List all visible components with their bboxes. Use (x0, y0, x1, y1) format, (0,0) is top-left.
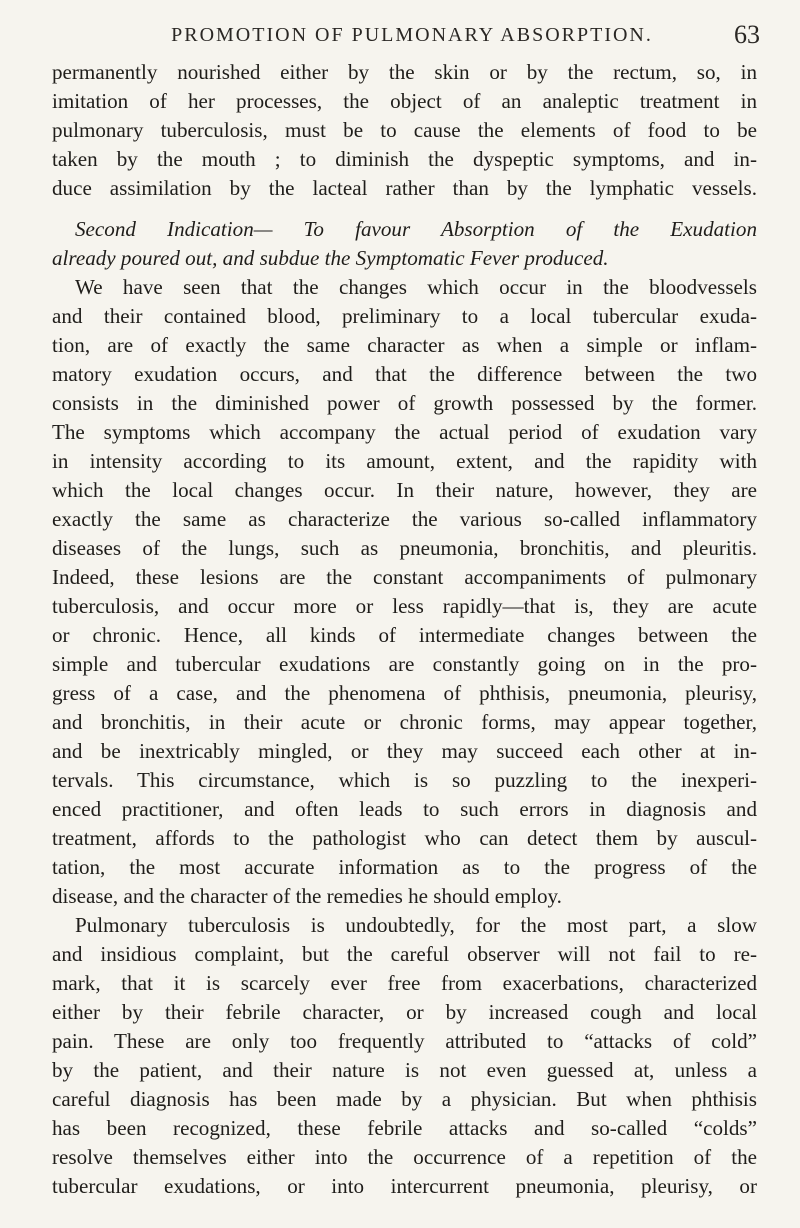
text-line: either by their febrile character, or by increased cough and local (52, 1000, 757, 1024)
text-line: tervals. This circumstance, which is so puzzling to the inexperi- (52, 768, 757, 792)
text-line: by the patient, and their nature is not even guessed at, unless a (52, 1058, 757, 1082)
text-line: The symptoms which accompany the actual period of exudation vary (52, 420, 757, 444)
text-line: disease, and the character of the remedies he should employ. (52, 884, 562, 908)
heading-line: Second Indication— To favour Absorption of the Exudation (75, 217, 757, 241)
text-line: or chronic. Hence, all kinds of intermediate changes between the (52, 623, 757, 647)
text-line: and bronchitis, in their acute or chronic forms, may appear together, (52, 710, 757, 734)
text-line: careful diagnosis has been made by a physician. But when phthisis (52, 1087, 757, 1111)
text-line: tuberculosis, and occur more or less rapidly—that is, they are acute (52, 594, 757, 618)
text-line: imitation of her processes, the object of an analeptic treatment in (52, 89, 757, 113)
text-line: taken by the mouth ; to diminish the dyspeptic symptoms, and in- (52, 147, 757, 171)
paragraph-2 (52, 273, 757, 1201)
text-line: simple and tubercular exudations are constantly going on in the pro- (52, 652, 757, 676)
text-line: pulmonary tuberculosis, must be to cause the elements of food to be (52, 118, 757, 142)
text-line: diseases of the lungs, such as pneumonia, bronchitis, and pleuritis. (52, 536, 757, 560)
section-heading (52, 215, 757, 273)
text-line: consists in the diminished power of growth possessed by the former. (52, 391, 757, 415)
text-line: and insidious complaint, but the careful observer will not fail to re- (52, 942, 757, 966)
text-line: tubercular exudations, or into intercurrent pneumonia, pleurisy, or (52, 1174, 757, 1198)
text-line: gress of a case, and the phenomena of phthisis, pneumonia, pleurisy, (52, 681, 757, 705)
text-line: exactly the same as characterize the various so-called inflammatory (52, 507, 757, 531)
paragraph-gap (52, 203, 757, 215)
text-line: tion, are of exactly the same character as when a simple or inflam- (52, 333, 757, 357)
text-line: duce assimilation by the lacteal rather than by the lymphatic vessels. (52, 176, 757, 200)
text-line: which the local changes occur. In their nature, however, they are (52, 478, 757, 502)
heading-line: already poured out, and subdue the Symptomatic Fever produced. (52, 246, 609, 270)
running-head: PROMOTION OF PULMONARY ABSORPTION. (171, 24, 653, 46)
text-line: mark, that it is scarcely ever free from exacerbations, characterized (52, 971, 757, 995)
text-line: matory exudation occurs, and that the difference between the two (52, 362, 757, 386)
paragraph-1 (52, 58, 757, 203)
text-line: tation, the most accurate information as to the progress of the (52, 855, 757, 879)
text-line: We have seen that the changes which occur in the bloodvessels (75, 275, 757, 299)
text-line: permanently nourished either by the skin or by the rectum, so, in (52, 60, 757, 84)
body-text (52, 58, 757, 1201)
text-line: Pulmonary tuberculosis is undoubtedly, for the most part, a slow (75, 913, 757, 937)
page-number: 63 (734, 20, 760, 49)
text-line: enced practitioner, and often leads to such errors in diagnosis and (52, 797, 757, 821)
text-line: pain. These are only too frequently attributed to “attacks of cold” (52, 1029, 757, 1053)
text-line: and be inextricably mingled, or they may succeed each other at in- (52, 739, 757, 763)
text-line: treatment, affords to the pathologist who can detect them by auscul- (52, 826, 757, 850)
text-line: Indeed, these lesions are the constant accompaniments of pulmonary (52, 565, 757, 589)
text-line: and their contained blood, preliminary to a local tubercular exuda- (52, 304, 757, 328)
text-line: has been recognized, these febrile attacks and so-called “colds” (52, 1116, 757, 1140)
text-line: resolve themselves either into the occurrence of a repetition of the (52, 1145, 757, 1169)
text-line: in intensity according to its amount, extent, and the rapidity with (52, 449, 757, 473)
